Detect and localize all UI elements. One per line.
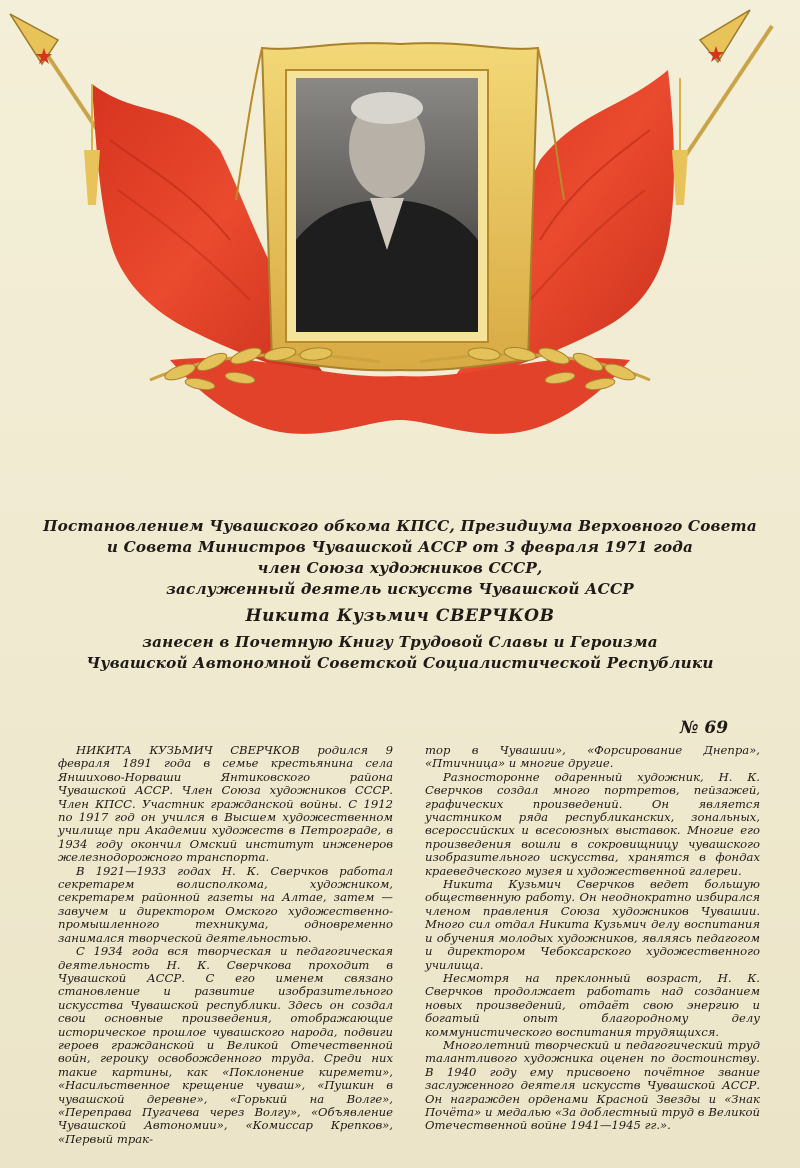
bio-paragraph-continued: тор в Чувашии», «Форсирование Днепра», «Птичница» и многие другие. bbox=[425, 743, 760, 771]
biography-left-column bbox=[58, 744, 393, 1146]
star-spearhead-icon bbox=[700, 10, 750, 62]
decree-header bbox=[40, 516, 760, 674]
honoree-name: Никита Кузьмич СВЕРЧКОВ bbox=[245, 606, 555, 626]
decree-line-1: Постановлением Чувашского обкома КПСС, Президиума Верховного Совета bbox=[43, 517, 757, 535]
bio-paragraph: В 1921—1933 годах Н. К. Сверчков работал секретарем волисполкома, художником, секретарем районной газеты на Алтае, затем — завучем и директором Омского художественно-промышленного техникума, одновременно занимался творческой деятельностью. bbox=[58, 863, 393, 945]
decree-line-4: заслуженный деятель искусств Чувашской АССР bbox=[166, 580, 634, 598]
decree-line-2: и Совета Министров Чувашской АССР от 3 февраля 1971 года bbox=[106, 538, 694, 556]
bio-paragraph: Разносторонне одаренный художник, Н. К. Сверчков создал много портретов, пейзажей, графических произведений. Он является участником ряда республиканских, зональных, всероссийских и всесоюзных выставок. Многие его произведения вошли в сокровищницу чувашского изобразительного искусства, хранятся в фондах краеведческого музея и художественной галереи. bbox=[425, 769, 760, 878]
bio-paragraph: Несмотря на преклонный возраст, Н. К. Сверчков продолжает работать над созданием новых произведений, отдаёт свою энергию и богатый опыт благородному делу коммунистического воспитания трудящихся. bbox=[425, 970, 760, 1039]
emblem-illustration bbox=[0, 0, 800, 470]
biography-right-column bbox=[425, 744, 760, 1133]
bio-paragraph: Никита Кузьмич Сверчков ведет большую общественную работу. Он неоднократно избирался членом правления Союза художников Чувашии. Много сил отдал Никита Кузьмич делу воспитания и обучения молодых художников, являясь педагогом и директором Чебоксарского художественного училища. bbox=[425, 877, 760, 972]
bio-paragraph: Многолетний творческий и педагогический труд талантливого художника оценен по достоинству. В 1940 году ему присвоено почётное звание заслуженного деятеля искусств Чувашской АССР. Он награжден орденами Красной Звезды и «Знак Почёта» и медалью «За доблестный труд в Великой Отечественной войне 1941—1945 гг.». bbox=[425, 1037, 760, 1133]
bio-paragraph: С 1934 года вся творческая и педагогическая деятельность Н. К. Сверчкова проходит в Чувашской АССР. С его именем связано становление и развитие изобразительного искусства Чувашской республики. Здесь он создал свои основные произведения, отображающие историческое прошлое чувашского народа, подвиги героев гражданской и Великой Отечественной войн, героику освобожденного труда. Среди них такие картины, как «Поклонение киремети», «Насильственное крещение чуваш», «Пушкин в чувашской деревне», «Горький на Волге», «Переправа Пугачева через Волгу», «Объявление Чувашской Автономии», «Комиссар Крепков», «Первый трак- bbox=[58, 944, 393, 1146]
bio-paragraph: НИКИТА КУЗЬМИЧ СВЕРЧКОВ родился 9 февраля 1891 года в семье крестьянина села Яншихово-Норваши Янтиковского района Чувашской АССР. Член Союза художников СССР. Член КПСС. Участник гражданской войны. С 1912 по 1917 год он учился в Высшем художественном училище при Академии художеств в Петрограде, в 1934 году окончил Омский институт инженеров железнодорожного транспорта. bbox=[58, 743, 393, 865]
document-number: № 69 bbox=[680, 718, 729, 738]
decree-line-5: занесен в Почетную Книгу Трудовой Славы и Героизма bbox=[142, 633, 658, 651]
decree-line-3: член Союза художников СССР, bbox=[257, 559, 543, 577]
decree-line-6: Чувашской Автономной Советской Социалистической Республики bbox=[86, 654, 714, 672]
star-spearhead-icon bbox=[10, 14, 58, 64]
portrait-photo-icon bbox=[296, 78, 478, 332]
tassel-icon bbox=[672, 78, 688, 205]
